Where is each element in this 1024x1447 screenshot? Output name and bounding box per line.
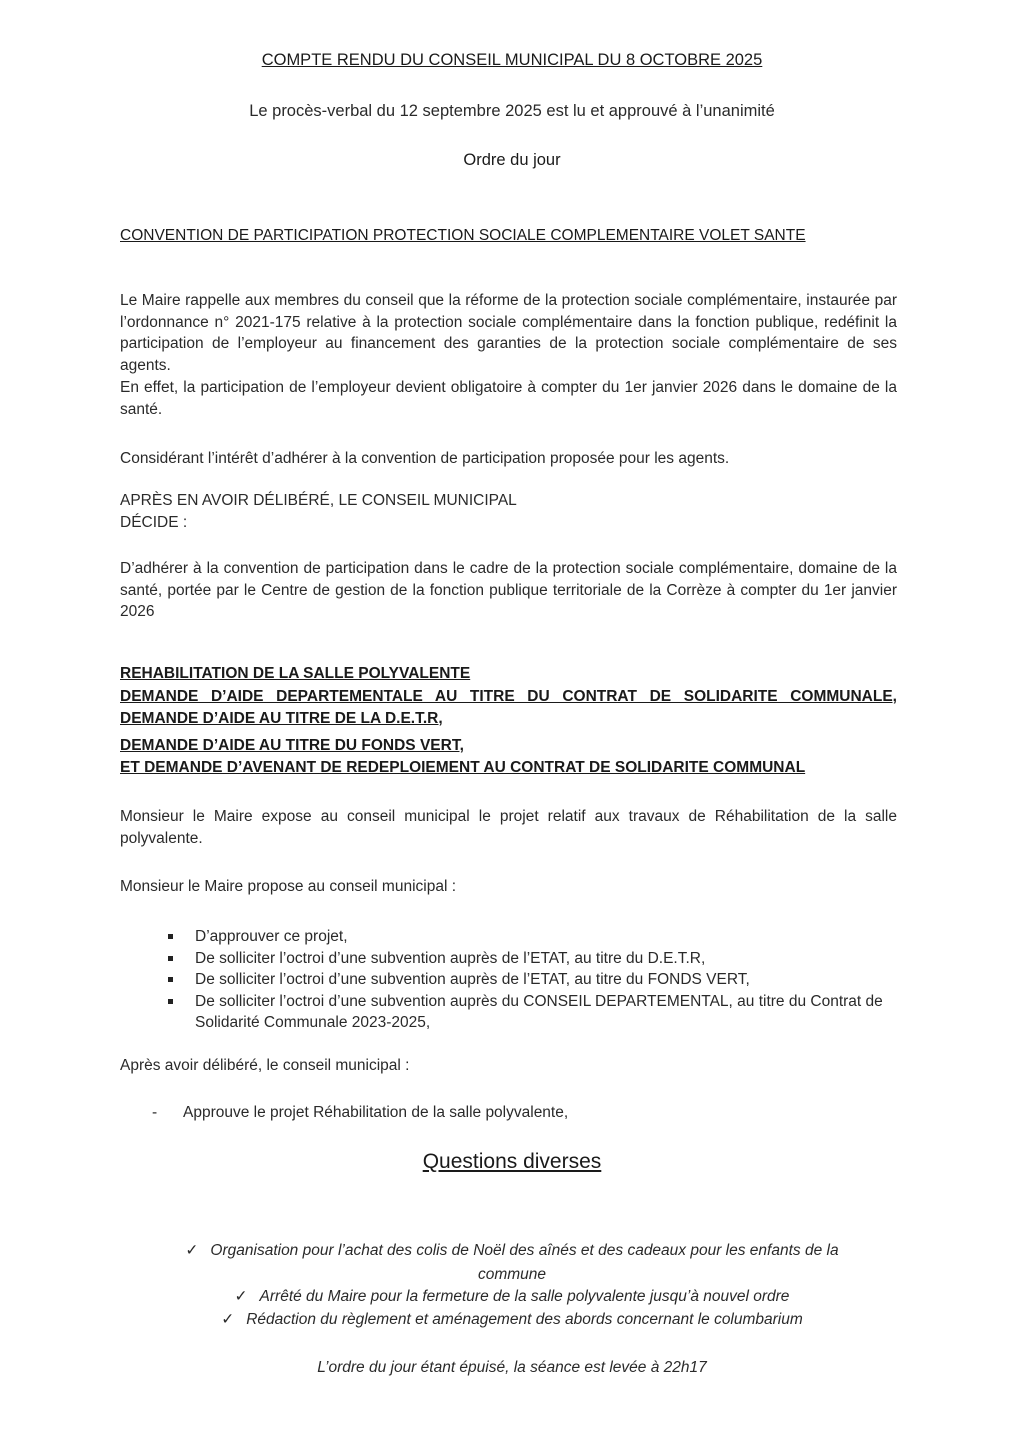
checkmark-icon: ✓ bbox=[221, 1311, 235, 1328]
list-item: ✓ Organisation pour l’achat des colis de Noël des aînés et des cadeaux pour les enfants de la bbox=[185, 1242, 839, 1259]
square-bullet-icon bbox=[168, 934, 173, 939]
section2-heading-title: REHABILITATION DE LA SALLE POLYVALENTE bbox=[120, 665, 471, 682]
checkmark-icon: ✓ bbox=[234, 1288, 248, 1305]
proposal-list bbox=[168, 926, 898, 1034]
section2-heading-avenant: ET DEMANDE D’AVENANT DE REDEPLOIEMENT AU CONTRAT DE SOLIDARITE COMMUNAL bbox=[120, 759, 806, 776]
section1-heading: CONVENTION DE PARTICIPATION PROTECTION SOCIALE COMPLEMENTAIRE VOLET SANTE bbox=[120, 227, 806, 244]
list-item: De solliciter l’octroi d’une subvention auprès du CONSEIL DEPARTEMENTAL, au titre du Contrat de Solidarité Communale 2023-2025, bbox=[168, 991, 898, 1034]
section2-after-deliberation: Après avoir délibéré, le conseil municipal : bbox=[120, 1057, 410, 1074]
section1-decision: D’adhérer à la convention de participation dans le cadre de la protection sociale complémentaire, domaine de la santé, portée par le Centre de gestion de la fonction publique territoriale de la Corrèze à compter du 1er janvier 2026 bbox=[120, 560, 897, 620]
document-title: COMPTE RENDU DU CONSEIL MUNICIPAL DU 8 OCTOBRE 2025 bbox=[261, 51, 763, 69]
section2-expose: Monsieur le Maire expose au conseil municipal le projet relatif aux travaux de Réhabilitation de la salle polyvalente. bbox=[120, 808, 897, 847]
deliberation-statement: APRÈS EN AVOIR DÉLIBÉRÉ, LE CONSEIL MUNICIPAL bbox=[120, 492, 517, 509]
dash-bullet-icon: - bbox=[152, 1104, 158, 1121]
square-bullet-icon bbox=[168, 977, 173, 982]
section1-paragraph-considering: Considérant l’intérêt d’adhérer à la convention de participation proposée pour les agents. bbox=[120, 450, 730, 467]
section1-paragraph-obligation: En effet, la participation de l’employeur devient obligatoire à compter du 1er janvier 2026 dans le domaine de la santé. bbox=[120, 379, 897, 418]
list-item: ✓ Arrêté du Maire pour la fermeture de la salle polyvalente jusqu’à nouvel ordre bbox=[234, 1288, 790, 1305]
square-bullet-icon bbox=[168, 956, 173, 961]
list-item-continuation: commune bbox=[477, 1266, 547, 1283]
pv-approval-line: Le procès-verbal du 12 septembre 2025 est lu et approuvé à l’unanimité bbox=[249, 102, 775, 120]
list-item: ✓ Rédaction du règlement et aménagement des abords concernant le columbarium bbox=[221, 1311, 803, 1328]
square-bullet-icon bbox=[168, 999, 173, 1004]
list-item: D’approuver ce projet, bbox=[168, 926, 898, 948]
list-item: De solliciter l’octroi d’une subvention auprès de l’ETAT, au titre du D.E.T.R, bbox=[168, 948, 898, 970]
section2-approval: Approuve le projet Réhabilitation de la salle polyvalente, bbox=[183, 1104, 569, 1121]
checkmark-icon: ✓ bbox=[185, 1242, 199, 1259]
agenda-heading: Ordre du jour bbox=[463, 151, 561, 169]
questions-title: Questions diverses bbox=[422, 1150, 602, 1173]
list-item: De solliciter l’octroi d’une subvention auprès de l’ETAT, au titre du FONDS VERT, bbox=[168, 969, 898, 991]
section2-propose: Monsieur le Maire propose au conseil municipal : bbox=[120, 878, 456, 895]
section2-heading-fonds-vert: DEMANDE D’AIDE AU TITRE DU FONDS VERT, bbox=[120, 737, 464, 754]
closing-statement: L’ordre du jour étant épuisé, la séance est levée à 22h17 bbox=[317, 1359, 707, 1376]
section1-paragraph-reform: Le Maire rappelle aux membres du conseil que la réforme de la protection sociale complémentaire, instaurée par l’ordonnance n° 2021-175 relative à la protection sociale complémentaire dans la fonction publique, redéfinit la participation de l’employeur au financement des garanties de la protection sociale complémentaire de ses agents. bbox=[120, 292, 897, 374]
section2-heading-requests: DEMANDE D’AIDE DEPARTEMENTALE AU TITRE DU CONTRAT DE SOLIDARITE COMMUNALE, DEMANDE D’AIDE AU TITRE DE LA D.E.T.R, bbox=[120, 688, 897, 727]
decide-label: DÉCIDE : bbox=[120, 514, 188, 531]
